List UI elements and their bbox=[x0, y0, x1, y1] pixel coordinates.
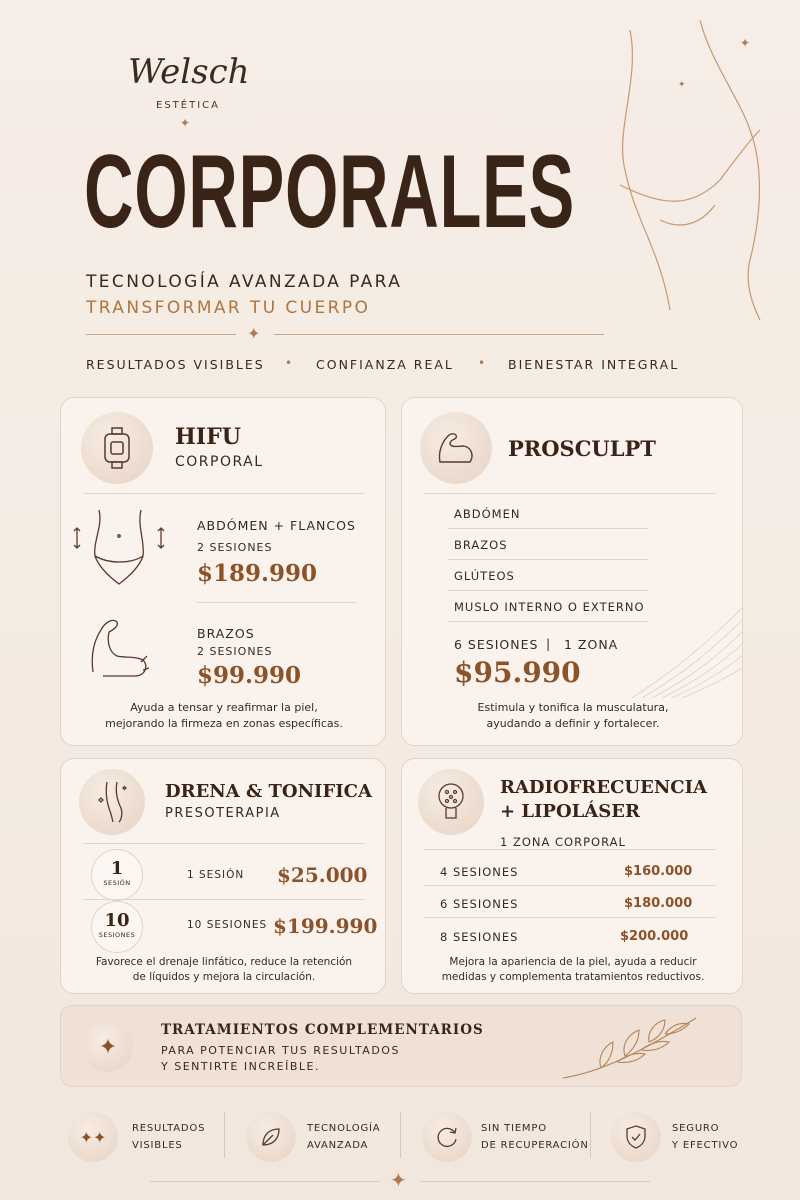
sparkle-icon: ✦ bbox=[390, 1168, 407, 1192]
description-line: de líquidos y mejora la circulación. bbox=[132, 971, 316, 983]
sparkle-icon: ✦ bbox=[247, 324, 261, 343]
sparkle-icon: ✦ bbox=[678, 80, 686, 90]
complementary-title: TRATAMIENTOS COMPLEMENTARIOS bbox=[161, 1022, 484, 1038]
session-badge bbox=[91, 849, 143, 901]
flexed-arm-icon bbox=[420, 412, 492, 484]
description-line: Mejora la apariencia de la piel, ayuda a reducir bbox=[449, 956, 697, 968]
description-line: medidas y complementa tratamientos reductivos. bbox=[441, 971, 705, 983]
prosculpt-card bbox=[401, 397, 743, 746]
complementary-banner bbox=[60, 1005, 742, 1087]
prosculpt-zone: BRAZOS bbox=[454, 538, 508, 552]
drena-option-price: $25.000 bbox=[277, 863, 368, 887]
hifu-subtitle: CORPORAL bbox=[175, 454, 264, 470]
radio-title-line1: RADIOFRECUENCIA bbox=[500, 777, 707, 798]
hifu-title: HIFU bbox=[175, 424, 241, 450]
hifu-device-icon bbox=[81, 412, 153, 484]
feature-line: SEGURO bbox=[672, 1123, 720, 1134]
brand-logo: Welsch bbox=[128, 52, 250, 92]
leaf-icon bbox=[246, 1112, 296, 1162]
drena-option-label: 10 SESIONES bbox=[187, 919, 268, 931]
separator bbox=[224, 1112, 225, 1158]
sparkle-icon: ✦ bbox=[740, 36, 751, 50]
separator: | bbox=[546, 636, 552, 651]
radio-price: $180.000 bbox=[624, 896, 693, 911]
hifu-area-label: BRAZOS bbox=[197, 626, 255, 641]
badge-label: SESIÓN bbox=[103, 879, 131, 887]
hero-divider bbox=[274, 334, 604, 335]
legs-icon bbox=[79, 769, 145, 835]
prosculpt-zone-count: 1 ZONA bbox=[564, 637, 619, 652]
radio-title-line2: + LIPOLÁSER bbox=[500, 801, 640, 822]
badge-label: SESIONES bbox=[98, 931, 136, 939]
arm-icon bbox=[83, 612, 153, 682]
divider bbox=[448, 528, 648, 529]
bullet-dot: • bbox=[478, 356, 486, 370]
hifu-description bbox=[61, 700, 387, 732]
description-line: Favorece el drenaje linfático, reduce la retención bbox=[95, 956, 353, 968]
wave-lines-decoration bbox=[632, 598, 742, 698]
radio-sessions: 8 SESIONES bbox=[440, 930, 519, 944]
drena-option-label: 1 SESIÓN bbox=[187, 869, 245, 881]
separator bbox=[400, 1112, 401, 1158]
sparkles-icon: ✦✦ bbox=[68, 1112, 118, 1162]
drena-option-price: $199.990 bbox=[273, 914, 378, 938]
radio-sessions: 6 SESIONES bbox=[440, 897, 519, 911]
radio-card bbox=[401, 758, 743, 994]
shield-check-icon bbox=[611, 1112, 661, 1162]
hifu-sessions-label: 2 SESIONES bbox=[197, 645, 273, 658]
divider bbox=[448, 559, 648, 560]
divider bbox=[424, 849, 716, 850]
divider bbox=[197, 602, 357, 603]
hero-subtitle-line1: TECNOLOGÍA AVANZADA PARA bbox=[86, 272, 403, 292]
description-line: Ayuda a tensar y reafirmar la piel, bbox=[130, 701, 318, 714]
sparkle-icon: ✦ bbox=[180, 116, 191, 130]
radio-sessions: 4 SESIONES bbox=[440, 865, 519, 879]
feature-line: AVANZADA bbox=[307, 1140, 369, 1151]
hifu-card bbox=[60, 397, 386, 746]
tagline-item: CONFIANZA REAL bbox=[316, 357, 454, 372]
divider bbox=[448, 621, 648, 622]
hero-subtitle-line2: TRANSFORMAR TU CUERPO bbox=[86, 298, 371, 318]
prosculpt-title: PROSCULPT bbox=[508, 436, 656, 461]
description-line: mejorando la firmeza en zonas específicas. bbox=[105, 717, 343, 730]
description-line: Estimula y tonifica la musculatura, bbox=[477, 701, 669, 714]
drena-title: DRENA & TONIFICA bbox=[165, 781, 372, 802]
feature-line: SIN TIEMPO bbox=[481, 1123, 547, 1134]
prosculpt-zone: MUSLO INTERNO O EXTERNO bbox=[454, 600, 645, 614]
drena-description bbox=[61, 955, 387, 985]
divider bbox=[424, 885, 716, 886]
feature-text bbox=[307, 1120, 380, 1154]
tagline-item: BIENESTAR INTEGRAL bbox=[508, 357, 680, 372]
feature-line: Y EFECTIVO bbox=[672, 1140, 739, 1151]
prosculpt-zone: ABDÓMEN bbox=[454, 507, 521, 521]
hifu-price: $189.990 bbox=[197, 560, 318, 587]
drena-card bbox=[60, 758, 386, 994]
bullet-dot: • bbox=[285, 356, 293, 370]
radio-price: $160.000 bbox=[624, 864, 693, 879]
body-silhouette-art bbox=[600, 20, 800, 320]
session-badge bbox=[91, 901, 143, 953]
feature-text bbox=[672, 1120, 738, 1154]
divider bbox=[83, 899, 365, 900]
abdomen-icon bbox=[71, 506, 171, 588]
hifu-sessions-label: 2 SESIONES bbox=[197, 541, 273, 554]
bottom-divider bbox=[420, 1181, 650, 1182]
hifu-price: $99.990 bbox=[197, 662, 302, 689]
badge-number: 10 bbox=[104, 910, 130, 931]
divider bbox=[448, 590, 648, 591]
radio-price: $200.000 bbox=[620, 929, 689, 944]
brand-subtitle: ESTÉTICA bbox=[156, 100, 220, 111]
complementary-line1: PARA POTENCIAR TUS RESULTADOS bbox=[161, 1044, 400, 1057]
refresh-icon bbox=[422, 1112, 472, 1162]
divider bbox=[424, 493, 716, 494]
hifu-area-label: ABDÓMEN + FLANCOS bbox=[197, 518, 356, 533]
bottom-divider bbox=[150, 1181, 380, 1182]
tagline-item: RESULTADOS VISIBLES bbox=[86, 357, 265, 372]
feature-text bbox=[481, 1120, 589, 1154]
prosculpt-price: $95.990 bbox=[454, 656, 581, 689]
hero-divider bbox=[86, 334, 236, 335]
description-line: ayudando a definir y fortalecer. bbox=[486, 717, 660, 730]
feature-line: TECNOLOGÍA bbox=[307, 1123, 381, 1134]
divider bbox=[83, 843, 365, 844]
divider bbox=[424, 917, 716, 918]
prosculpt-zone: GLÚTEOS bbox=[454, 569, 515, 583]
complementary-line2: Y SENTIRTE INCREÍBLE. bbox=[161, 1060, 320, 1073]
branch-icon bbox=[561, 1012, 701, 1082]
laser-device-icon bbox=[418, 769, 484, 835]
drena-subtitle: PRESOTERAPIA bbox=[165, 806, 281, 821]
prosculpt-description bbox=[402, 700, 744, 732]
sparkle-icon: ✦ bbox=[83, 1022, 133, 1072]
divider bbox=[83, 493, 365, 494]
radio-zone: 1 ZONA CORPORAL bbox=[500, 835, 626, 849]
feature-line: RESULTADOS bbox=[132, 1123, 206, 1134]
radio-description bbox=[402, 955, 744, 985]
separator bbox=[590, 1112, 591, 1158]
feature-line: DE RECUPERACIÓN bbox=[481, 1140, 589, 1151]
page-title: CORPORALES bbox=[84, 134, 575, 250]
badge-number: 1 bbox=[110, 858, 124, 879]
prosculpt-sessions: 6 SESIONES bbox=[454, 637, 539, 652]
feature-text bbox=[132, 1120, 205, 1154]
feature-line: VISIBLES bbox=[132, 1140, 183, 1151]
